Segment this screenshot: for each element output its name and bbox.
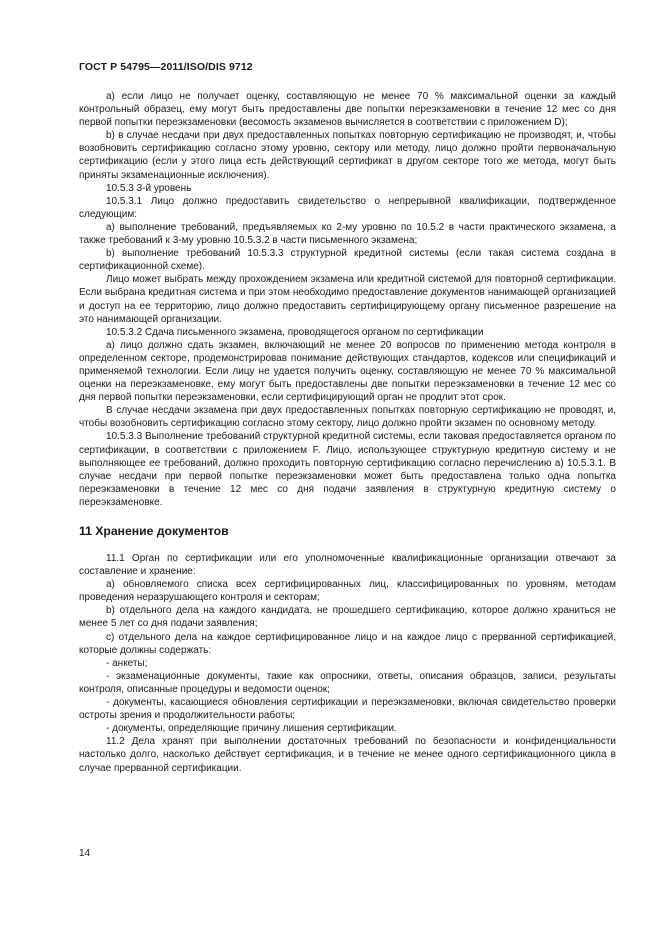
paragraph-10-5-3-3: 10.5.3.3 Выполнение требований структурной кредитной системы, если таковая предоставляется органом по сертификации, в соответствии с приложением F. Лицо, использующее структурную кредитную систему и не выполняющее ее требований, должно проходить повторную сертификацию согласно перечислению а) 10.5.3.1. В случае несдачи при первой попытке переэкзаменовки может быть предоставлена только одна попытка переэкзаменовки в течение 12 мес со дня подачи заявления в структурную кредитную систему о переэкзаменовке. — [79, 431, 616, 508]
paragraph-10-5-2-a: а) если лицо не получает оценку, составляющую не менее 70 % максимальной оценки за каждый контрольный образец, ему могут быть предоставлены две попытки переэкзаменовки в течение 12 мес со дня первой попытки переэкзаменовки (весомость экзаменов вычисляется в соответствии с приложением D); — [79, 91, 616, 129]
list-item-withdrawal-documents: - документы, определяющие причину лишения сертификации. — [106, 723, 397, 735]
paragraph-11-2: 11.2 Дела хранят при выполнении достаточных требований по безопасности и конфиденциальности настолько долго, насколько действует сертификация, и в течение не менее одного сертификационного цикла в случае прерванной сертификации. — [79, 736, 616, 774]
paragraph-11-1-a: а) обновляемого списка всех сертифицированных лиц, классифицированных по уровням, методам проведения неразрушающего контроля и секторам; — [79, 579, 616, 604]
paragraph-10-5-3-1: 10.5.3.1 Лицо должно предоставить свидетельство о непрерывной квалификации, подтвержденное следующим: — [79, 195, 616, 220]
list-item-questionnaires: - анкеты; — [106, 657, 148, 669]
paragraph-11-1-b: b) отдельного дела на каждого кандидата, не прошедшего сертификацию, которое должно храниться не менее 5 лет со дня подачи заявления; — [79, 605, 616, 630]
page-number: 14 — [79, 848, 91, 859]
paragraph-10-5-3-1-a: а) выполнение требований, предъявляемых ко 2-му уровню по 10.5.2 в части практического экзамена, а также требований к 3-му уровню 10.5.3.2 в части письменного экзамена; — [79, 221, 616, 247]
paragraph-10-5-3-2: 10.5.3.2 Сдача письменного экзамена, проводящегося органом по сертификации — [106, 326, 484, 338]
document-header: ГОСТ Р 54795—2011/ISO/DIS 9712 — [79, 61, 253, 73]
paragraph-10-5-3-2-a: а) лицо должно сдать экзамен, включающий не менее 20 вопросов по применению метода контроля в определенном секторе, продемонстрировав понимание действующих стандартов, кодексов или спецификаций и применяемой технологии. Если лицу не удается получить оценку, составляющую не менее 70 % максимальной оценки на переэкзаменовке, ему могут быть предоставлены две попытки переэкзаменовки в течение 12 мес со дня первой попытки переэкзаменовки, если сертифицирующий орган не продлит этот срок. — [79, 339, 616, 404]
document-body — [79, 90, 616, 775]
list-item-exam-documents: - экзаменационные документы, такие как опросники, ответы, описания образцов, записи, результаты контроля, описанные процедуры и ведомости оценок; — [79, 670, 616, 695]
paragraph-fail-case: В случае несдачи экзамена при двух предоставленных попытках повторную сертификацию не проводят, и, чтобы возобновить сертификацию согласно этому сектору, лицо должно пройти экзамен по основному методу. — [79, 405, 616, 430]
list-item-renewal-documents: - документы, касающиеся обновления сертификации и переэкзаменовки, включая свидетельство проверки остроты зрения и продолжительности работы; — [79, 697, 616, 722]
paragraph-10-5-2-b: b) в случае несдачи при двух предоставленных попытках повторную сертификацию не производят, и, чтобы возобновить сертификацию согласно этому уровню, сектору или методу, лицо должно пройти первоначальную сертификацию (если у этого лица есть действующий сертификат в другом секторе того же метода, могут быть приняты экзаменационные исключения). — [79, 130, 616, 181]
paragraph-11-1: 11.1 Орган по сертификации или его уполномоченные квалификационные организации отвечают за составление и хранение: — [79, 553, 616, 578]
section-title: 11 Хранение документов — [79, 524, 229, 538]
paragraph-10-5-3-1-b: b) выполнение требований 10.5.3.3 структурной кредитной системы (если такая система создана в сертификационной схеме). — [79, 248, 616, 273]
paragraph-11-1-c: с) отдельного дела на каждое сертифицированное лицо и на каждое лицо с прерванной сертификацией, которые должны содержать: — [79, 631, 616, 656]
subsection-10-5-3-title: 10.5.3 3-й уровень — [106, 182, 192, 194]
paragraph-choice: Лицо может выбрать между прохождением экзамена или кредитной системой для повторной сертификации. Если выбрана кредитная система и при этом необходимо предоставление документов нанимающей организацией и доступ на ее территорию, лицо должно предоставить сертифицирующему органу письменное разрешение на это нанимающей организации. — [79, 274, 616, 325]
